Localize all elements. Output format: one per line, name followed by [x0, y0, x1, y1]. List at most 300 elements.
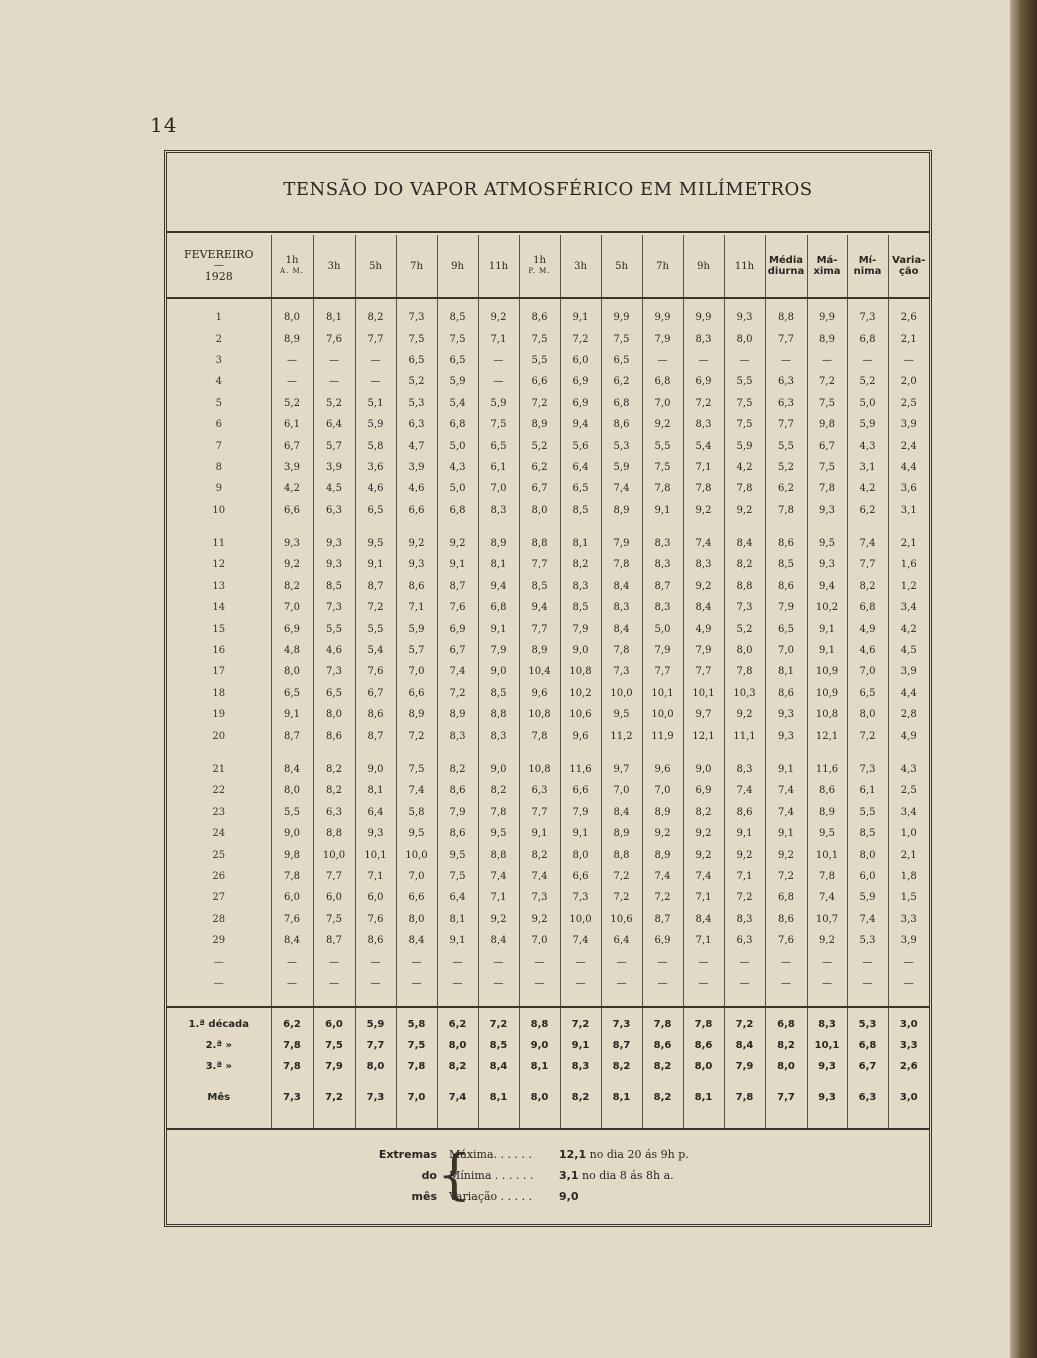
day-cell: 21 — [212, 764, 226, 775]
gap-cell — [560, 747, 601, 759]
value-cell: 4,8 — [271, 640, 313, 661]
day-cell: 11 — [212, 538, 226, 550]
value-cell: 4,6 — [847, 640, 888, 661]
value-cell: 10,0 — [642, 704, 683, 725]
hour-label: 9h — [451, 260, 464, 272]
value-cell: 7,1 — [683, 887, 724, 908]
table-row — [167, 597, 929, 618]
value-cell: 8,3 — [642, 554, 683, 575]
value-cell: 3,9 — [396, 457, 437, 478]
value-cell: 7,0 — [271, 597, 313, 618]
value-cell: 9,2 — [437, 533, 478, 554]
summary-value: 8,3 — [807, 1014, 847, 1035]
divider-cell — [724, 1007, 765, 1014]
value-cell: 9,5 — [355, 533, 396, 554]
value-cell: 9,2 — [724, 704, 765, 725]
maxima-header-text — [808, 255, 847, 277]
gap-cell — [167, 521, 271, 533]
value-cell: 7,8 — [807, 866, 847, 887]
value-cell: 8,8 — [478, 844, 519, 865]
value-cell: 6,8 — [478, 597, 519, 618]
gap-cell — [683, 747, 724, 759]
value-cell: 9,3 — [807, 500, 847, 521]
summary-value: 9,1 — [560, 1035, 601, 1056]
value-cell: 4,9 — [888, 725, 929, 746]
value-cell: 6,4 — [601, 930, 642, 951]
gap-cell — [807, 747, 847, 759]
summary-value: 8,2 — [560, 1077, 601, 1117]
value-cell: 8,3 — [683, 414, 724, 435]
value-cell: 8,2 — [847, 576, 888, 597]
extreme-maxima-value: 12,1 no dia 20 ás 9h p. — [559, 1148, 689, 1161]
divider-cell — [642, 1007, 683, 1014]
value-cell: 7,7 — [313, 866, 355, 887]
value-cell: 8,7 — [271, 725, 313, 746]
summary-value: 8,5 — [478, 1035, 519, 1056]
vapor-tension-table — [167, 235, 929, 1129]
value-cell: 8,7 — [642, 576, 683, 597]
day-cell: 6 — [215, 419, 222, 431]
value-cell: — — [765, 350, 807, 371]
value-cell: — — [560, 951, 601, 972]
value-cell: 8,4 — [271, 759, 313, 780]
day-cell: 26 — [212, 870, 226, 882]
value-cell: 8,9 — [642, 802, 683, 823]
value-cell: 7,5 — [724, 393, 765, 414]
value-cell: — — [355, 951, 396, 972]
value-cell: 10,2 — [807, 597, 847, 618]
value-cell: 7,8 — [271, 866, 313, 887]
value-cell: 6,9 — [560, 393, 601, 414]
table-row — [167, 435, 929, 456]
day-cell: 7 — [215, 440, 222, 452]
value-cell: 7,6 — [437, 597, 478, 618]
value-cell: 9,1 — [519, 823, 560, 844]
value-cell: 8,6 — [313, 725, 355, 746]
value-cell: 7,7 — [642, 661, 683, 682]
summary-value: 7,2 — [724, 1014, 765, 1035]
value-cell: 8,6 — [437, 823, 478, 844]
day-cell: 18 — [212, 687, 226, 699]
summary-value: 7,8 — [642, 1014, 683, 1035]
value-cell: 7,2 — [642, 887, 683, 908]
value-cell: 4,2 — [271, 478, 313, 499]
maxima-label-line: xima — [813, 266, 841, 277]
divider-cell — [396, 1007, 437, 1014]
value-cell: 8,5 — [560, 597, 601, 618]
month-header — [167, 235, 271, 298]
value-cell: 8,5 — [478, 683, 519, 704]
value-cell: 7,2 — [807, 371, 847, 392]
value-cell: 8,2 — [313, 759, 355, 780]
value-cell: 5,9 — [437, 371, 478, 392]
hour-header — [355, 235, 396, 298]
value-cell: 3,9 — [888, 930, 929, 951]
value-cell: 6,9 — [683, 780, 724, 801]
summary-value: 9,3 — [807, 1077, 847, 1117]
hour-header — [396, 235, 437, 298]
hour-label: 7h — [410, 260, 423, 272]
value-cell: 5,5 — [519, 350, 560, 371]
hour-header-text — [314, 261, 355, 272]
gap-cell — [396, 521, 437, 533]
value-cell: 8,5 — [519, 576, 560, 597]
summary-value: 7,8 — [683, 1014, 724, 1035]
table-row — [167, 759, 929, 780]
value-cell: 9,2 — [724, 844, 765, 865]
value-cell: 1,6 — [888, 554, 929, 575]
summary-value: 7,3 — [355, 1077, 396, 1117]
value-cell: 7,9 — [560, 618, 601, 639]
value-cell: 8,7 — [355, 576, 396, 597]
value-cell: 10,1 — [355, 844, 396, 865]
value-cell: 7,8 — [478, 802, 519, 823]
value-cell: 9,1 — [560, 823, 601, 844]
value-cell: 6,6 — [560, 866, 601, 887]
extreme-maxima-label: Máxima. . . . . . — [449, 1148, 532, 1161]
table-row — [167, 576, 929, 597]
value-cell: — — [396, 951, 437, 972]
summary-value: 7,3 — [271, 1077, 313, 1117]
value-cell: — — [765, 951, 807, 972]
value-cell: 8,3 — [683, 328, 724, 349]
value-cell: 8,6 — [765, 533, 807, 554]
day-cell: 5 — [215, 397, 222, 409]
divider-cell — [437, 1007, 478, 1014]
summary-value: 3,0 — [888, 1014, 929, 1035]
month-label: FEVEREIRO — [183, 248, 254, 261]
value-cell: 9,1 — [642, 500, 683, 521]
value-cell: 7,3 — [313, 597, 355, 618]
value-cell: — — [683, 973, 724, 1007]
summary-value: 6,3 — [847, 1077, 888, 1117]
table-row — [167, 887, 929, 908]
value-cell: 6,7 — [437, 640, 478, 661]
value-cell: 6,8 — [437, 500, 478, 521]
extreme-minima-label: Mínima . . . . . . — [449, 1169, 534, 1182]
value-cell: 9,1 — [355, 554, 396, 575]
table-row — [167, 298, 929, 328]
value-cell: 7,5 — [601, 328, 642, 349]
value-cell: — — [847, 973, 888, 1007]
value-cell: 7,0 — [601, 780, 642, 801]
day-cell: 16 — [212, 645, 226, 657]
media-label-line: Média — [768, 255, 804, 266]
summary-value: 7,4 — [437, 1077, 478, 1117]
extreme-minima-value: 3,1 no dia 8 ás 8h a. — [559, 1169, 674, 1182]
minima-label-line: Mí- — [858, 255, 877, 266]
value-cell: 9,2 — [683, 500, 724, 521]
value-cell: 5,2 — [396, 371, 437, 392]
value-cell: — — [807, 973, 847, 1007]
value-cell: — — [437, 973, 478, 1007]
value-cell: 7,4 — [683, 533, 724, 554]
summary-row — [167, 1056, 929, 1077]
day-cell: 15 — [212, 623, 226, 635]
value-cell: — — [601, 973, 642, 1007]
value-cell: 5,7 — [396, 640, 437, 661]
value-cell: 6,5 — [765, 618, 807, 639]
gap-cell — [847, 747, 888, 759]
minima-label-line: nima — [853, 266, 882, 277]
value-cell: 5,9 — [724, 435, 765, 456]
value-cell: 8,8 — [601, 844, 642, 865]
summary-value: 7,2 — [313, 1077, 355, 1117]
hour-label: 5h — [369, 260, 382, 272]
hour-label: 7h — [656, 260, 669, 272]
value-cell: 7,4 — [765, 780, 807, 801]
value-cell: 6,5 — [355, 500, 396, 521]
summary-value: 8,4 — [724, 1035, 765, 1056]
summary-value: 8,6 — [683, 1035, 724, 1056]
table-row — [167, 930, 929, 951]
value-cell: 8,9 — [396, 704, 437, 725]
gap-cell — [478, 521, 519, 533]
value-cell: 7,7 — [765, 414, 807, 435]
value-cell: — — [437, 951, 478, 972]
value-cell: — — [683, 350, 724, 371]
value-cell: 7,8 — [601, 640, 642, 661]
divider-cell — [519, 1007, 560, 1014]
value-cell: 8,4 — [683, 597, 724, 618]
gap-cell — [888, 521, 929, 533]
value-cell: 9,2 — [478, 909, 519, 930]
value-cell: 2,5 — [888, 393, 929, 414]
value-cell: 8,9 — [601, 500, 642, 521]
value-cell: 6,0 — [271, 887, 313, 908]
value-cell: 7,2 — [724, 887, 765, 908]
hour-header-text — [520, 255, 560, 277]
value-cell: 3,1 — [888, 500, 929, 521]
day-cell: 2 — [215, 333, 222, 345]
value-cell: 7,5 — [313, 909, 355, 930]
value-cell: 7,1 — [683, 930, 724, 951]
maxima-header — [807, 235, 847, 298]
value-cell: 10,2 — [560, 683, 601, 704]
value-cell: 6,2 — [601, 371, 642, 392]
value-cell: 7,1 — [478, 887, 519, 908]
summary-value: 8,3 — [560, 1056, 601, 1077]
gap-cell — [642, 521, 683, 533]
hour-header — [437, 235, 478, 298]
value-cell: 9,5 — [437, 844, 478, 865]
value-cell: 9,5 — [807, 533, 847, 554]
value-cell: 6,3 — [313, 802, 355, 823]
summary-value: 10,1 — [807, 1035, 847, 1056]
value-cell: 9,2 — [642, 414, 683, 435]
value-cell: 10,6 — [601, 909, 642, 930]
value-cell: 8,7 — [437, 576, 478, 597]
value-cell: — — [807, 951, 847, 972]
value-cell: 6,9 — [271, 618, 313, 639]
value-cell: 2,5 — [888, 780, 929, 801]
hour-header-text — [602, 261, 642, 272]
value-cell: 9,1 — [478, 618, 519, 639]
day-cell: 24 — [212, 828, 226, 840]
hour-header-text — [438, 261, 478, 272]
value-cell: 8,1 — [765, 661, 807, 682]
value-cell: 8,2 — [560, 554, 601, 575]
value-cell: 9,1 — [560, 298, 601, 328]
value-cell: 10,8 — [519, 704, 560, 725]
value-cell: 11,6 — [560, 759, 601, 780]
value-cell: — — [396, 973, 437, 1007]
hour-header — [724, 235, 765, 298]
divider-cell — [271, 1007, 313, 1014]
value-cell: 9,2 — [642, 823, 683, 844]
value-cell: 9,2 — [683, 844, 724, 865]
hour-header-text — [397, 261, 437, 272]
value-cell: 10,1 — [642, 683, 683, 704]
divider-cell — [847, 1007, 888, 1014]
value-cell: 4,2 — [724, 457, 765, 478]
value-cell: 2,0 — [888, 371, 929, 392]
maxima-label-line: Má- — [816, 255, 838, 266]
summary-value: 8,0 — [765, 1056, 807, 1077]
value-cell: 7,9 — [683, 640, 724, 661]
value-cell: 10,8 — [519, 759, 560, 780]
value-cell: 8,9 — [271, 328, 313, 349]
hour-label: 11h — [488, 260, 509, 272]
value-cell: — — [888, 973, 929, 1007]
value-cell: 8,1 — [355, 780, 396, 801]
value-cell: 8,0 — [519, 500, 560, 521]
day-cell: 13 — [212, 580, 226, 592]
summary-value: 8,0 — [683, 1056, 724, 1077]
value-cell: 7,5 — [724, 414, 765, 435]
table-row — [167, 500, 929, 521]
summary-value: 6,7 — [847, 1056, 888, 1077]
value-cell: 8,2 — [724, 554, 765, 575]
value-cell: 10,6 — [560, 704, 601, 725]
value-cell: 9,4 — [478, 576, 519, 597]
value-cell: 8,0 — [724, 328, 765, 349]
value-cell: 8,5 — [313, 576, 355, 597]
table-row — [167, 350, 929, 371]
value-cell: 8,0 — [560, 844, 601, 865]
book-spine — [1010, 0, 1037, 1358]
value-cell: — — [724, 951, 765, 972]
value-cell: 7,7 — [519, 802, 560, 823]
value-cell: 6,1 — [847, 780, 888, 801]
value-cell: 5,3 — [847, 930, 888, 951]
value-cell: 8,9 — [519, 414, 560, 435]
day-cell: 12 — [212, 559, 226, 571]
value-cell: 4,9 — [847, 618, 888, 639]
gap-cell — [765, 747, 807, 759]
divider-cell — [888, 1007, 929, 1014]
value-cell: 7,5 — [519, 328, 560, 349]
value-cell: 6,5 — [560, 478, 601, 499]
value-cell: 5,0 — [437, 478, 478, 499]
divider-cell — [355, 1007, 396, 1014]
value-cell: 7,9 — [765, 597, 807, 618]
value-cell: 5,9 — [847, 414, 888, 435]
value-cell: — — [807, 350, 847, 371]
hour-label: 5h — [615, 260, 628, 272]
value-cell: 7,2 — [765, 866, 807, 887]
value-cell: 8,8 — [478, 704, 519, 725]
gap-cell — [807, 521, 847, 533]
variacao-label-line: Varia- — [892, 255, 926, 266]
value-cell: 9,0 — [355, 759, 396, 780]
value-cell: 7,1 — [683, 457, 724, 478]
summary-label: Mês — [207, 1091, 231, 1103]
extremes-label: do — [421, 1169, 437, 1182]
value-cell: 7,1 — [355, 866, 396, 887]
value-cell: 7,2 — [560, 328, 601, 349]
summary-value: 3,3 — [888, 1035, 929, 1056]
hour-header — [560, 235, 601, 298]
value-cell: — — [683, 951, 724, 972]
value-cell: 8,3 — [724, 759, 765, 780]
value-cell: 6,3 — [313, 500, 355, 521]
value-cell: 4,7 — [396, 435, 437, 456]
table-row — [167, 640, 929, 661]
value-cell: 8,1 — [560, 533, 601, 554]
extremes-label: Extremas — [378, 1148, 437, 1161]
table-row — [167, 414, 929, 435]
hour-header-text — [725, 261, 765, 272]
summary-value: 5,8 — [396, 1014, 437, 1035]
value-cell: 6,7 — [519, 478, 560, 499]
value-cell: 5,6 — [560, 435, 601, 456]
value-cell: 9,5 — [601, 704, 642, 725]
value-cell: 7,5 — [807, 393, 847, 414]
value-cell: 3,9 — [888, 661, 929, 682]
minima-header — [847, 235, 888, 298]
value-cell: 7,5 — [807, 457, 847, 478]
summary-value: 7,2 — [478, 1014, 519, 1035]
value-cell: 9,3 — [355, 823, 396, 844]
value-cell: 9,1 — [765, 759, 807, 780]
value-cell: 5,8 — [396, 802, 437, 823]
value-cell: 8,3 — [437, 725, 478, 746]
value-cell: 5,8 — [355, 435, 396, 456]
value-cell: — — [355, 350, 396, 371]
value-cell: 9,0 — [560, 640, 601, 661]
value-cell: 5,9 — [396, 618, 437, 639]
hour-header-text — [643, 261, 683, 272]
value-cell: 8,4 — [271, 930, 313, 951]
value-cell: 7,4 — [683, 866, 724, 887]
table-title: TENSÃO DO VAPOR ATMOSFÉRICO EM MILÍMETROS — [283, 179, 813, 200]
value-cell: 6,8 — [601, 393, 642, 414]
value-cell: 8,0 — [724, 640, 765, 661]
summary-value: 8,1 — [478, 1077, 519, 1117]
day-cell: 3 — [215, 354, 222, 366]
hour-label: 1h — [285, 255, 299, 266]
value-cell: 8,1 — [313, 298, 355, 328]
value-cell: 8,4 — [724, 533, 765, 554]
value-cell: 6,3 — [765, 393, 807, 414]
value-cell: 6,0 — [313, 887, 355, 908]
gap-cell — [765, 521, 807, 533]
header-row — [167, 235, 929, 298]
value-cell: 8,0 — [847, 704, 888, 725]
value-cell: 2,1 — [888, 328, 929, 349]
divider-cell — [601, 1007, 642, 1014]
divider-cell — [683, 1007, 724, 1014]
value-cell: 9,9 — [601, 298, 642, 328]
value-cell: 9,5 — [478, 823, 519, 844]
day-cell: — — [213, 977, 224, 989]
value-cell: 5,4 — [437, 393, 478, 414]
value-cell: 7,4 — [807, 887, 847, 908]
gap-cell — [478, 747, 519, 759]
summary-value: 7,7 — [765, 1077, 807, 1117]
value-cell: 6,5 — [601, 350, 642, 371]
